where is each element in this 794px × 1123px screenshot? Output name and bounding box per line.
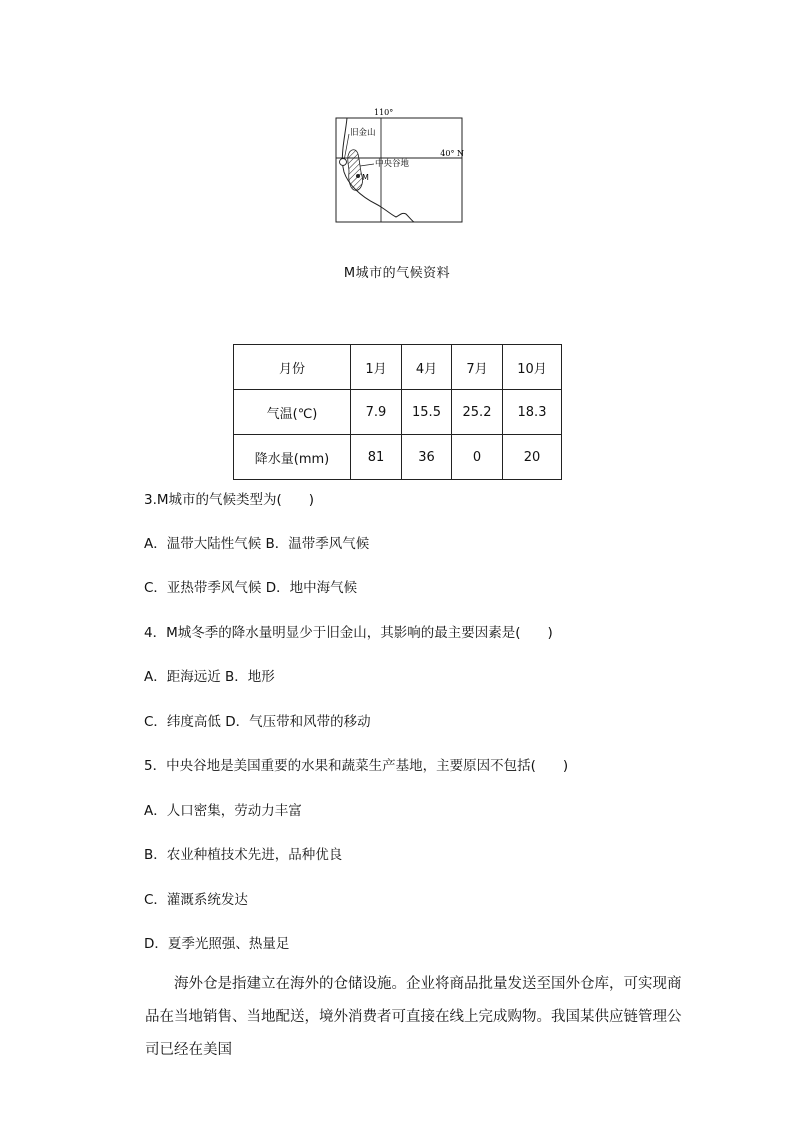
header-cell: 1月: [351, 345, 402, 390]
overseas-warehouse-paragraph: 海外仓是指建立在海外的仓储设施。企业将商品批量发送至国外仓库，可实现商品在当地销售、当地配送，境外消费者可直接在线上完成购物。我国某供应链管理公司已经在美国: [145, 976, 682, 1058]
climate-table: [233, 344, 562, 480]
header-cell: 10月: [503, 345, 562, 390]
question-5-stem: 5．中央谷地是美国重要的水果和蔬菜生产基地，主要原因不包括( ): [144, 758, 569, 774]
san-francisco-label: 旧金山: [350, 128, 376, 138]
question-3-stem: 3.M城市的气候类型为( ): [144, 492, 315, 508]
table-cell: 0: [452, 435, 503, 480]
central-valley: [348, 150, 363, 191]
question-5-option: C．灌溉系统发达: [144, 892, 248, 908]
table-cell: 7.9: [351, 390, 402, 435]
question-3-option: C．亚热带季风气候 D．地中海气候: [144, 580, 358, 596]
table-row: [234, 390, 562, 435]
question-3-option: A．温带大陆性气候 B．温带季风气候: [144, 536, 370, 552]
header-cell: 7月: [452, 345, 503, 390]
header-cell: 4月: [402, 345, 452, 390]
longitude-label: 110°: [374, 108, 394, 117]
table-cell: 36: [402, 435, 452, 480]
latitude-label: 40° N: [440, 149, 464, 158]
question-4-option: A．距海远近 B．地形: [144, 669, 275, 685]
question-5-option: D．夏季光照强、热量足: [144, 936, 290, 952]
question-4-option: C．纬度高低 D．气压带和风带的移动: [144, 714, 371, 730]
m-city-label: M: [362, 173, 369, 182]
table-cell: 降水量(mm): [234, 435, 351, 480]
question-5-option: A．人口密集，劳动力丰富: [144, 803, 302, 819]
table-cell: 气温(℃): [234, 390, 351, 435]
table-caption: M城市的气候资料: [343, 266, 451, 281]
table-cell: 18.3: [503, 390, 562, 435]
table-header-row: [234, 345, 562, 390]
table-row: [234, 435, 562, 480]
table-cell: 20: [503, 435, 562, 480]
table-cell: 25.2: [452, 390, 503, 435]
question-4-stem: 4．M城冬季的降水量明显少于旧金山，其影响的最主要因素是( ): [144, 625, 553, 641]
san-francisco-marker: [340, 159, 347, 166]
central-valley-label: 中央谷地: [375, 159, 410, 169]
table-cell: 15.5: [402, 390, 452, 435]
m-city-marker: [356, 174, 360, 178]
question-5-option: B．农业种植技术先进，品种优良: [144, 847, 343, 863]
table-cell: 81: [351, 435, 402, 480]
header-cell: 月份: [234, 345, 351, 390]
location-map: [334, 104, 464, 226]
